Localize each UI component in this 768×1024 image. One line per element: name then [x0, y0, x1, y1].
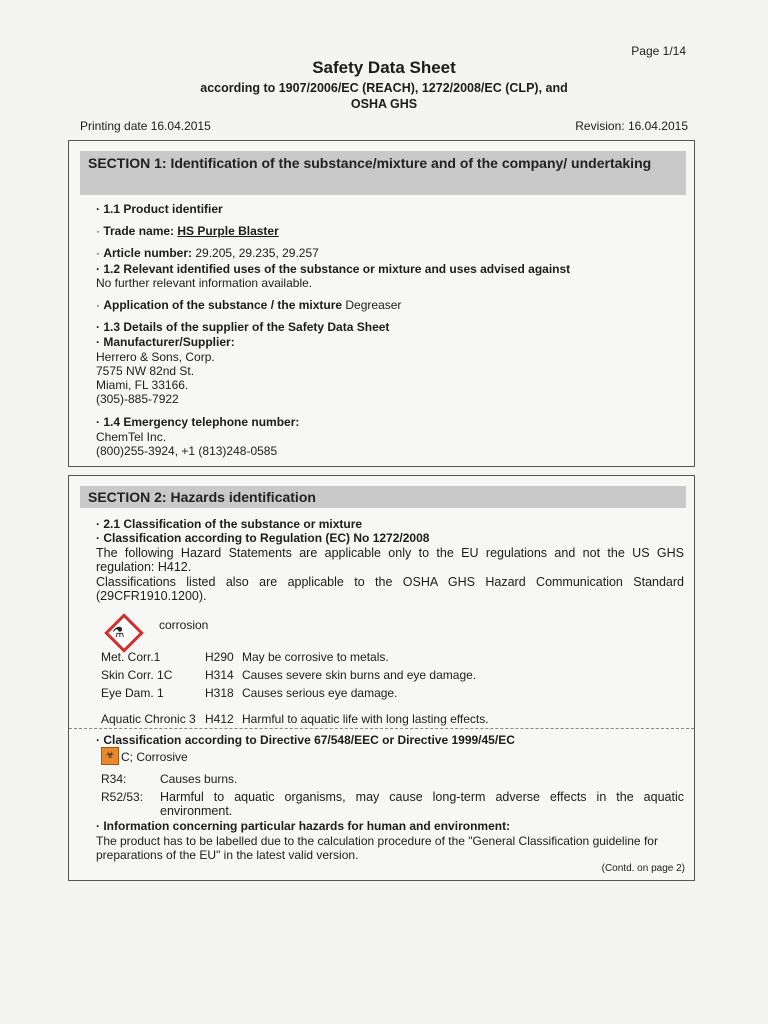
regulation-text: Classification according to Regulation (EC) No 1272/2008	[103, 531, 430, 545]
relevant-uses-text: 1.2 Relevant identified uses of the substance or mixture and uses advised against	[103, 262, 571, 276]
particular-hazards-label: · Information concerning particular hazards for human and environment:	[96, 819, 511, 833]
supplier-details-text: 1.3 Details of the supplier of the Safety Data Sheet	[103, 320, 390, 334]
subtitle-line-1: according to 1907/2006/EC (REACH), 1272/2008/EC (CLP), and	[200, 81, 568, 95]
continued-note: (Contd. on page 2)	[601, 863, 685, 874]
emergency-label: · 1.4 Emergency telephone number:	[96, 415, 300, 429]
hazard-class: Eye Dam. 1	[101, 686, 164, 700]
hazard-paragraph-1: The following Hazard Statements are applicable only to the EU regulations and not the US GHS regulation: H412.	[96, 546, 684, 574]
manufacturer-text: Manufacturer/Supplier:	[103, 335, 235, 349]
particular-hazards-paragraph: The product has to be labelled due to the calculation procedure of the "General Classification guideline for preparations of the EU" in the latest valid version.	[96, 834, 658, 862]
hazard-class: Skin Corr. 1C	[101, 668, 173, 682]
hazard-statement-text: May be corrosive to metals.	[242, 650, 389, 664]
revision-date: Revision: 16.04.2015	[575, 119, 688, 133]
trade-name-row: · Trade name: HS Purple Blaster	[96, 224, 279, 238]
document-subtitle	[0, 80, 768, 112]
aquatic-statement-text: Harmful to aquatic life with long lasting effects.	[242, 712, 489, 726]
corrosion-icon: ⚗	[112, 624, 125, 640]
application-value: Degreaser	[345, 298, 402, 312]
address-line: Herrero & Sons, Corp.	[96, 350, 215, 364]
divider	[69, 728, 694, 729]
application-row: · Application of the substance / the mixture Degreaser	[96, 298, 402, 312]
application-label: Application of the substance / the mixture	[103, 298, 343, 312]
aquatic-statement-code: H412	[205, 712, 234, 726]
risk-phrase-code: R34:	[101, 772, 127, 786]
hazard-statement-code: H314	[205, 668, 234, 682]
corrosive-symbol-icon: ☣	[101, 747, 119, 765]
classification-label: · 2.1 Classification of the substance or mixture	[96, 517, 363, 531]
document-title: Safety Data Sheet	[312, 58, 456, 77]
article-number-label: Article number:	[103, 246, 193, 260]
address-line: 7575 NW 82nd St.	[96, 364, 195, 378]
article-number-value: 29.205, 29.235, 29.257	[195, 246, 319, 260]
risk-phrase-text: Causes burns.	[160, 772, 238, 786]
relevant-uses-value: No further relevant information available.	[96, 276, 313, 290]
directive-symbol-label: C; Corrosive	[121, 750, 188, 764]
emergency-line: (800)255-3924, +1 (813)248-0585	[96, 444, 278, 458]
trade-name-value: HS Purple Blaster	[177, 224, 279, 238]
corrosion-label: corrosion	[159, 618, 209, 632]
hazard-statement-text: Causes serious eye damage.	[242, 686, 398, 700]
subtitle-line-2: OSHA GHS	[350, 97, 418, 111]
relevant-uses-label: · 1.2 Relevant identified uses of the substance or mixture and uses advised against	[96, 262, 571, 276]
aquatic-hazard-class: Aquatic Chronic 3	[101, 712, 196, 726]
hazard-paragraph-2: Classifications listed also are applicable to the OSHA GHS Hazard Communication Standard (29CFR1910.1200).	[96, 575, 684, 603]
hazard-class: Met. Corr.1	[101, 650, 161, 664]
risk-phrase-text: Harmful to aquatic organisms, may cause long-term adverse effects in the aquatic environment.	[160, 790, 684, 818]
supplier-details-label: · 1.3 Details of the supplier of the Safety Data Sheet	[96, 320, 390, 334]
article-number-row: · Article number: 29.205, 29.235, 29.257	[96, 246, 319, 260]
section-1-heading: SECTION 1: Identification of the substance/mixture and of the company/ undertaking	[80, 151, 686, 195]
section-2-heading: SECTION 2: Hazards identification	[80, 486, 686, 508]
hazard-statement-text: Causes severe skin burns and eye damage.	[242, 668, 477, 682]
address-line: Miami, FL 33166.	[96, 378, 189, 392]
directive-label: · Classification according to Directive 67/548/EEC or Directive 1999/45/EC	[96, 733, 515, 747]
product-identifier: · 1.1 Product identifier	[96, 202, 223, 216]
particular-hazards-text: Information concerning particular hazards for human and environment:	[103, 819, 511, 833]
address-line: (305)-885-7922	[96, 392, 179, 406]
manufacturer-label: · Manufacturer/Supplier:	[96, 335, 235, 349]
regulation-label: · Classification according to Regulation (EC) No 1272/2008	[96, 531, 430, 545]
hazard-statement-code: H290	[205, 650, 234, 664]
emergency-line: ChemTel Inc.	[96, 430, 167, 444]
trade-name-label: Trade name:	[103, 224, 175, 238]
printing-date: Printing date 16.04.2015	[80, 119, 211, 133]
classification-text: 2.1 Classification of the substance or mixture	[103, 517, 363, 531]
risk-phrase-code: R52/53:	[101, 790, 144, 804]
section-2-box	[68, 475, 695, 881]
product-identifier-text: 1.1 Product identifier	[103, 202, 223, 216]
page-number: Page 1/14	[631, 44, 686, 58]
section-1-box	[68, 140, 695, 467]
hazard-statement-code: H318	[205, 686, 234, 700]
emergency-text: 1.4 Emergency telephone number:	[103, 415, 300, 429]
directive-text: Classification according to Directive 67/548/EEC or Directive 1999/45/EC	[103, 733, 515, 747]
